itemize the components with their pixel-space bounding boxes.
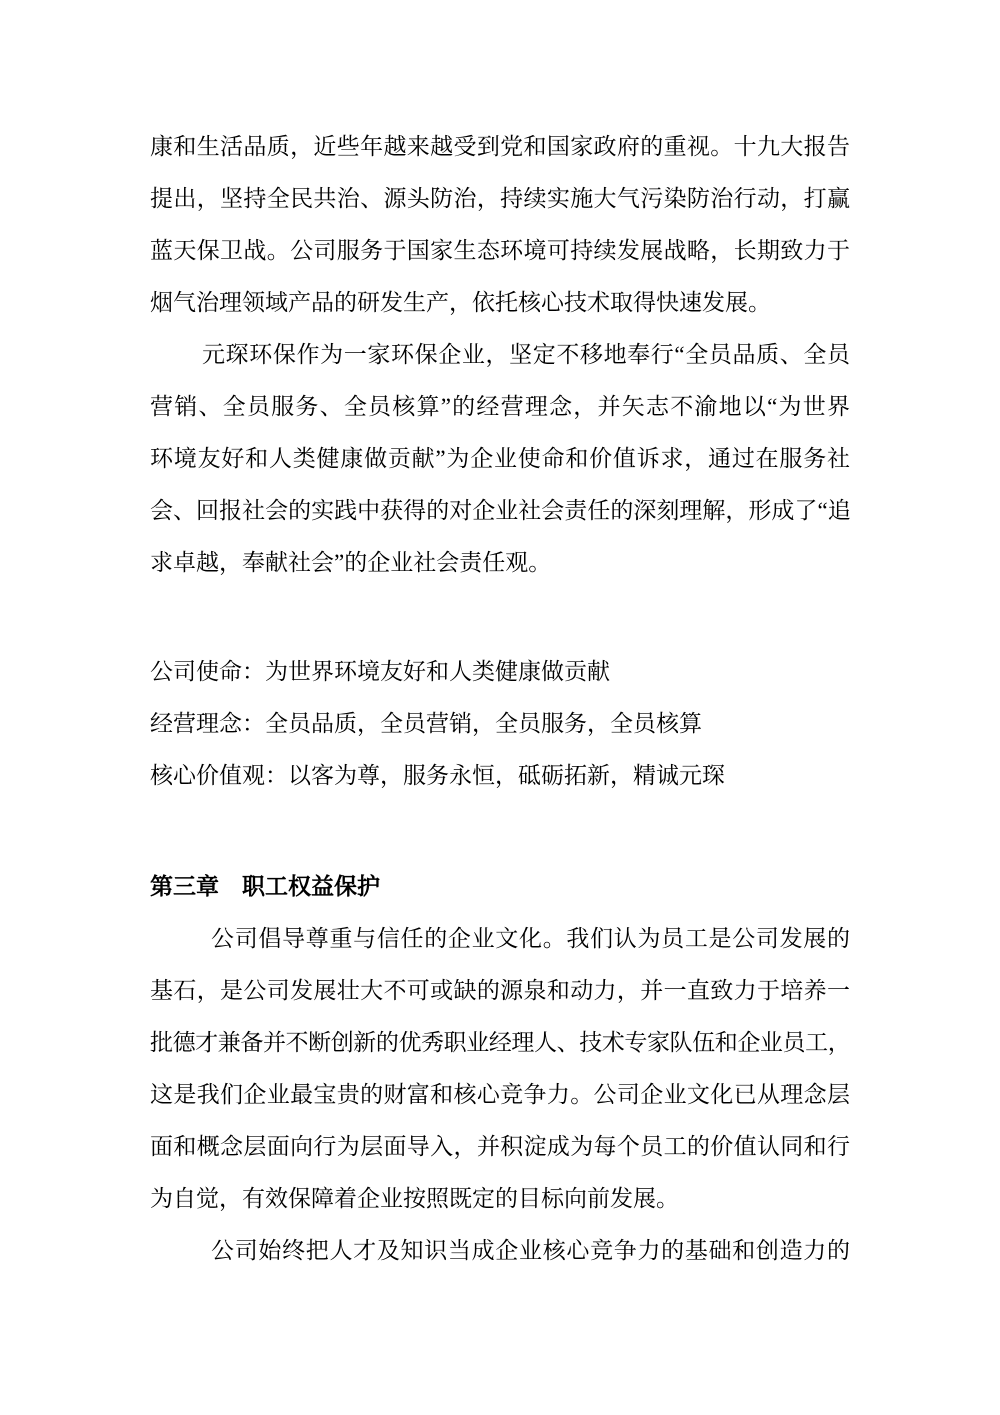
page-text-block (150, 121, 850, 1277)
paragraph-intro-continuation (150, 121, 850, 329)
text-line: 批德才兼备并不断创新的优秀职业经理人、技术专家队伍和企业员工， (150, 1030, 850, 1055)
paragraph-corporate-culture (150, 913, 850, 1225)
business-philosophy-line: 经营理念：全员品质，全员营销，全员服务，全员核算 (150, 711, 702, 736)
paragraph-responsibility-view (150, 329, 850, 589)
text-line: 面和概念层面向行为层面导入，并积淀成为每个员工的价值认同和行 (150, 1134, 850, 1159)
text-line: 为自觉，有效保障着企业按照既定的目标向前发展。 (150, 1186, 679, 1211)
text-line: 蓝天保卫战。公司服务于国家生态环境可持续发展战略，长期致力于 (150, 238, 850, 263)
company-values-block (150, 646, 850, 802)
text-line: 这是我们企业最宝贵的财富和核心竞争力。公司企业文化已从理念层 (150, 1082, 850, 1107)
text-line: 烟气治理领域产品的研发生产，依托核心技术取得快速发展。 (150, 290, 771, 315)
text-line: 基石，是公司发展壮大不可或缺的源泉和动力，并一直致力于培养一 (150, 978, 850, 1003)
text-line: 环境友好和人类健康做贡献”为企业使命和价值诉求，通过在服务社 (150, 446, 850, 471)
core-values-line: 核心价值观：以客为尊，服务永恒，砥砺拓新，精诚元琛 (150, 763, 725, 788)
text-line: 求卓越，奉献社会”的企业社会责任观。 (150, 550, 552, 575)
text-line: 公司始终把人才及知识当成企业核心竞争力的基础和创造力的 (211, 1238, 850, 1263)
text-line: 会、回报社会的实践中获得的对企业社会责任的深刻理解，形成了“追 (150, 498, 850, 523)
text-line: 公司倡导尊重与信任的企业文化。我们认为员工是公司发展的 (211, 926, 850, 951)
blank-line (150, 802, 850, 861)
text-line: 元琛环保作为一家环保企业，坚定不移地奉行“全员品质、全员 (202, 342, 850, 367)
text-line: 营销、全员服务、全员核算”的经营理念，并矢志不渝地以“为世界 (150, 394, 850, 419)
text-line: 提出，坚持全民共治、源头防治，持续实施大气污染防治行动，打赢 (150, 186, 850, 211)
blank-line (150, 589, 850, 646)
text-line: 康和生活品质，近些年越来越受到党和国家政府的重视。十九大报告 (150, 134, 850, 159)
chapter-heading: 第三章 职工权益保护 (150, 874, 380, 899)
company-mission-line: 公司使命：为世界环境友好和人类健康做贡献 (150, 659, 610, 684)
paragraph-talent-knowledge (150, 1225, 850, 1277)
